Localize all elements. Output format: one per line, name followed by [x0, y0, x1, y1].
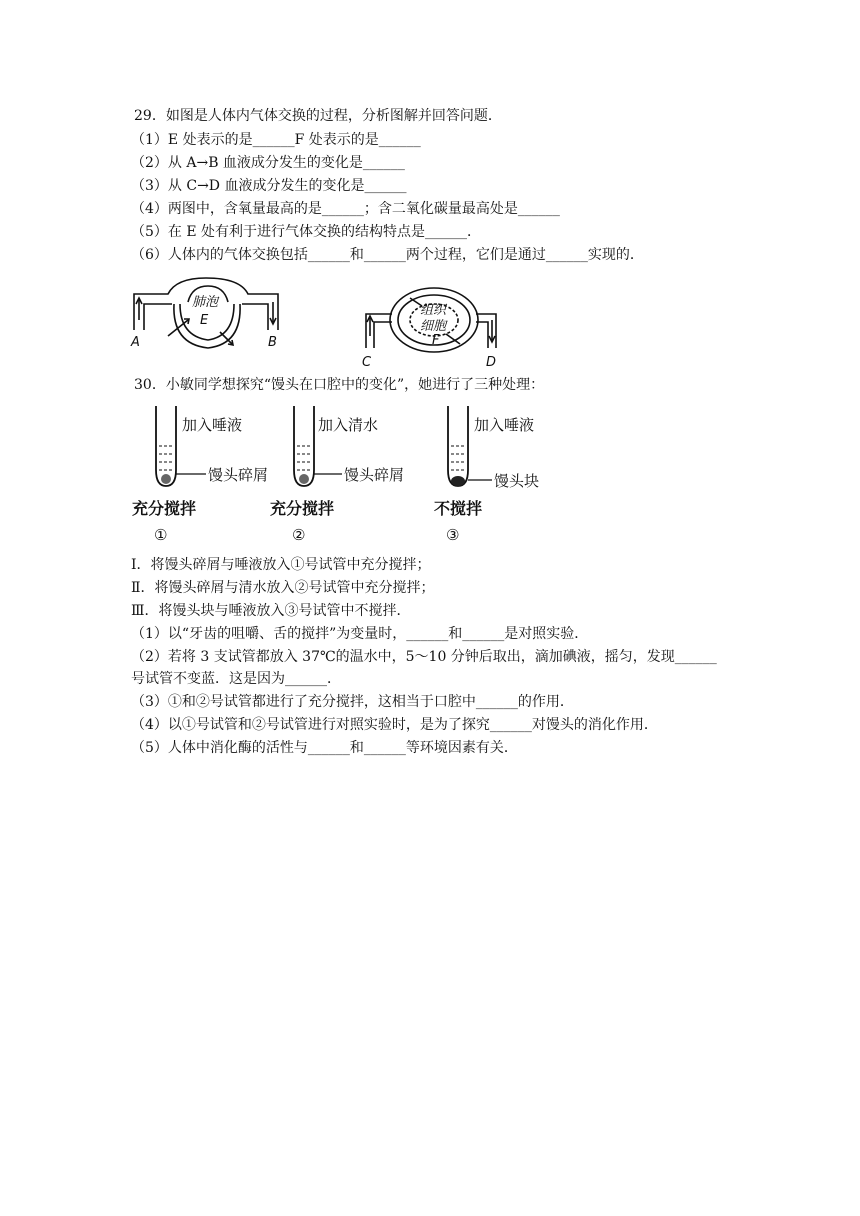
q30-item-2-cont: 号试管不变蓝．这是因为______．	[131, 671, 341, 687]
label-alveolus: 肺泡	[192, 295, 219, 310]
q30-step-1: Ⅰ．将馒头碎屑与唾液放入①号试管中充分搅拌；	[131, 557, 431, 573]
q30-step-2: Ⅱ．将馒头碎屑与清水放入②号试管中充分搅拌；	[131, 580, 435, 596]
label-b: B	[268, 335, 277, 350]
bread-block-3	[451, 476, 465, 486]
bread-crumbs-1	[161, 474, 171, 484]
q29-item-6: （6）人体内的气体交换包括______和______两个过程，它们是通过______实现的．	[131, 247, 644, 263]
q29-item-5: （5）在 E 处有利于进行气体交换的结构特点是______．	[131, 224, 482, 240]
q29-item-4: （4）两图中，含氧量最高的是______；含二氧化碳量最高处是______	[131, 201, 560, 217]
test-tube-experiment-diagram	[128, 400, 548, 550]
q29-item-1: （1）E 处表示的是______F 处表示的是______	[131, 132, 421, 148]
q30-item-4: （4）以①号试管和②号试管进行对照实验时，是为了探究______对馒头的消化作用．	[131, 717, 658, 733]
q30-step-3: Ⅲ．将馒头块与唾液放入③号试管中不搅拌．	[131, 603, 411, 619]
tissue-gas-exchange-diagram	[360, 284, 506, 370]
label-d: D	[486, 355, 497, 370]
alveolus-gas-exchange-diagram	[128, 272, 288, 358]
q29-item-2: （2）从 A→B 血液成分发生的变化是______	[131, 155, 405, 171]
tube-1-top-label: 加入唾液	[182, 416, 243, 434]
label-a: A	[131, 335, 140, 350]
label-cell: 细胞	[420, 319, 447, 334]
tube-1-side-label: 馒头碎屑	[208, 466, 269, 484]
bread-crumbs-2	[299, 474, 309, 484]
label-e: E	[200, 313, 209, 328]
q30-item-2: （2）若将 3 支试管都放入 37℃的温水中，5～10 分钟后取出，滴加碘液，摇匀，发现______	[131, 649, 717, 665]
q30-item-3: （3）①和②号试管都进行了充分搅拌，这相当于口腔中______的作用．	[131, 694, 574, 710]
tube-3-top-label: 加入唾液	[474, 416, 535, 434]
q30-item-5: （5）人体中消化酶的活性与______和______等环境因素有关．	[131, 740, 518, 756]
tube-1-bottom-label: 充分搅拌	[132, 499, 197, 518]
label-c: C	[362, 355, 372, 370]
label-f: F	[432, 333, 440, 348]
tube-3-bottom-label: 不搅拌	[434, 499, 483, 518]
tube-2-bottom-label: 充分搅拌	[270, 499, 335, 518]
tube-3-number: ③	[446, 526, 460, 544]
q29-title: 29．如图是人体内气体交换的过程，分析图解并回答问题．	[134, 108, 502, 124]
tube-3-side-label: 馒头块	[494, 472, 540, 490]
q30-title: 30．小敏同学想探究“馒头在口腔中的变化”，她进行了三种处理：	[134, 377, 545, 393]
tube-1-number: ①	[154, 526, 168, 544]
q29-item-3: （3）从 C→D 血液成分发生的变化是______	[131, 178, 407, 194]
q30-item-1: （1）以“牙齿的咀嚼、舌的搅拌”为变量时，______和______是对照实验．	[131, 626, 589, 642]
tube-2-top-label: 加入清水	[318, 416, 379, 434]
tube-2-side-label: 馒头碎屑	[344, 466, 405, 484]
label-tissue: 组织	[420, 303, 447, 318]
tube-2-number: ②	[292, 526, 306, 544]
